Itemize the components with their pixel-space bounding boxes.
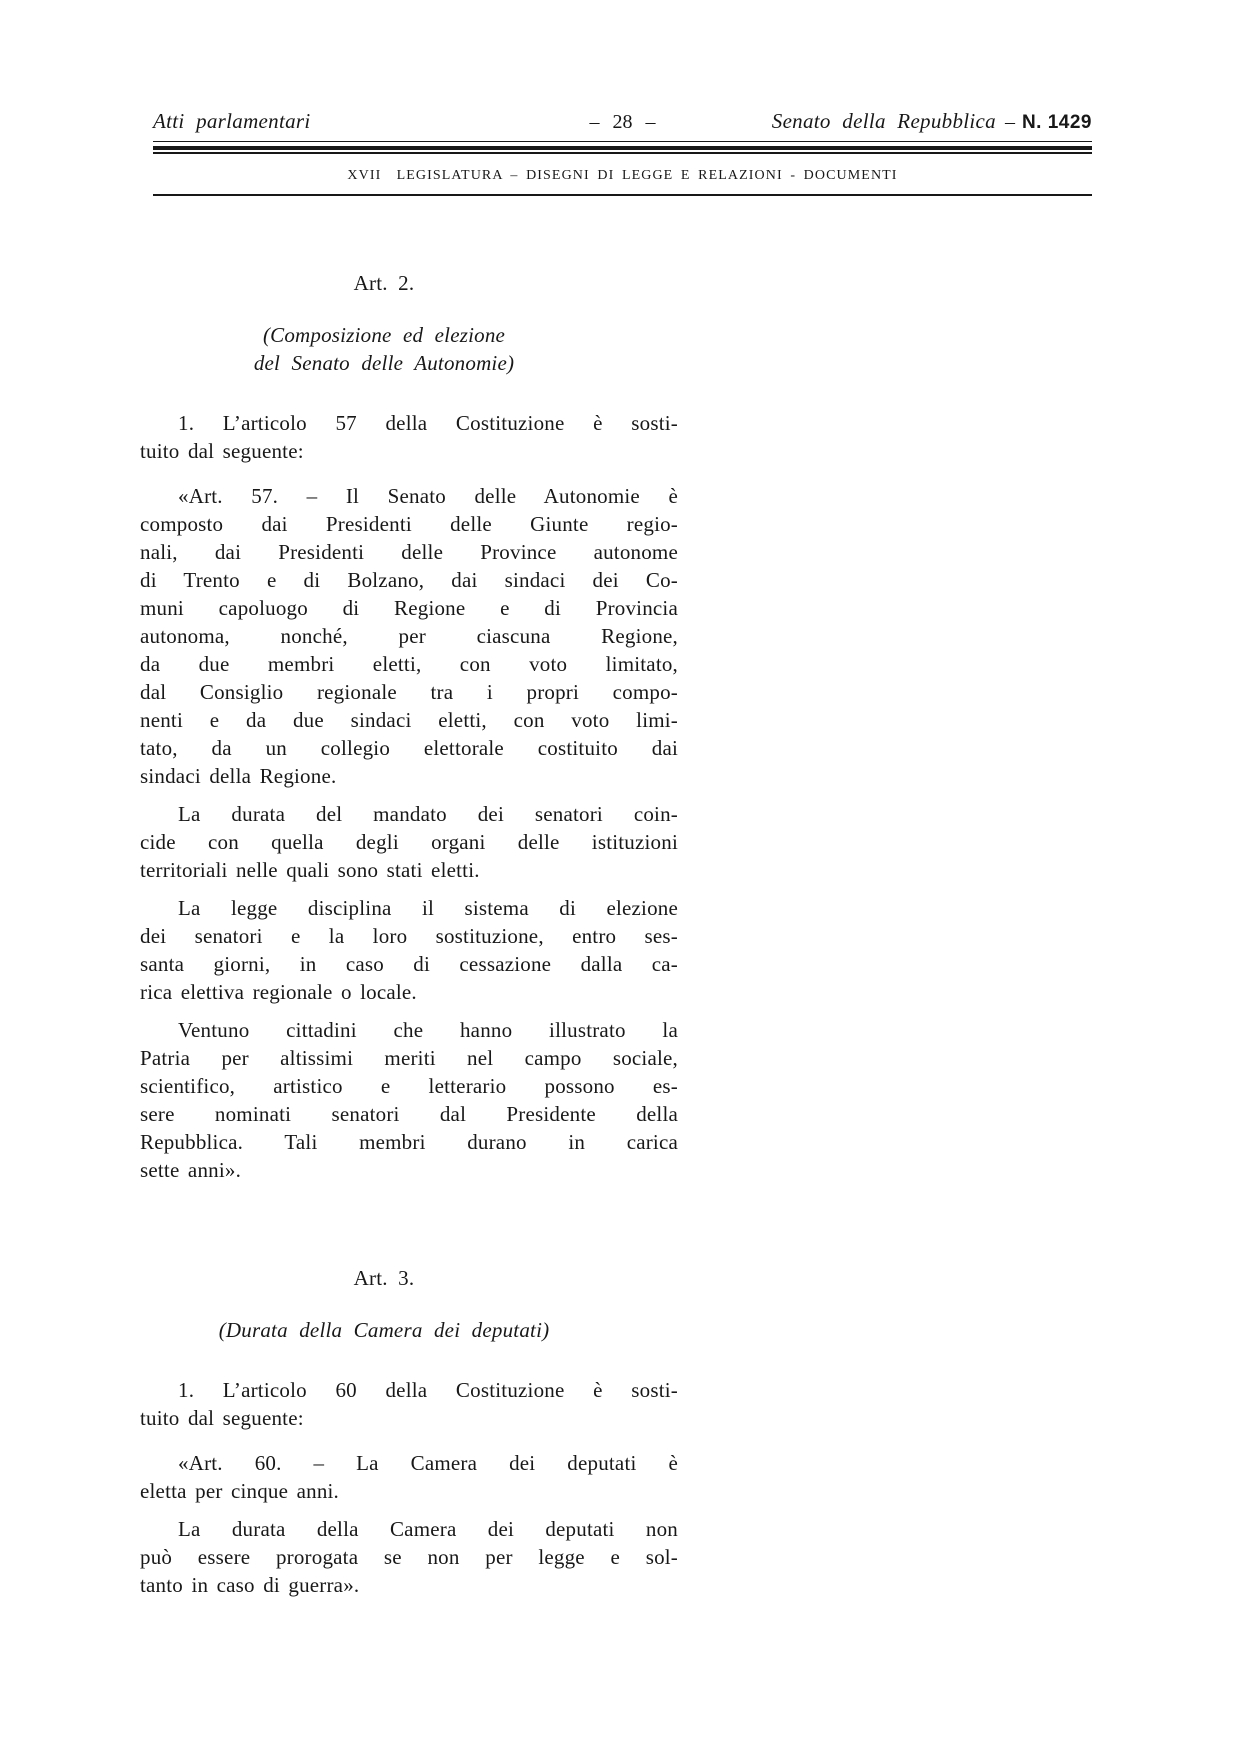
paragraph <box>140 894 678 1006</box>
text-line: Repubblica. Tali membri durano in carica <box>140 1130 678 1154</box>
paragraph <box>140 409 678 465</box>
text-line: La durata della Camera dei deputati non <box>178 1517 678 1541</box>
text-line: sindaci della Regione. <box>140 764 337 788</box>
text-line: Ventuno cittadini che hanno illustrato la <box>178 1018 678 1042</box>
text-line: 1. L’articolo 60 della Costituzione è sosti- <box>178 1378 678 1402</box>
text-line: sere nominati senatori dal Presidente della <box>140 1102 678 1126</box>
header-thin-rule <box>153 152 1092 154</box>
text-line: muni capoluogo di Regione e di Provincia <box>140 596 678 620</box>
text-line: rica elettiva regionale o locale. <box>140 980 417 1004</box>
text-line: eletta per cinque anni. <box>140 1479 340 1503</box>
text-line: di Trento e di Bolzano, dai sindaci dei Co- <box>140 568 678 592</box>
article-heading: Art. 2. <box>353 271 415 295</box>
subtitle-line: (Durata della Camera dei deputati) <box>218 1318 550 1342</box>
text-line: da due membri eletti, con voto limitato, <box>140 652 678 676</box>
header-baseline-rule <box>153 141 1092 142</box>
article <box>140 1264 678 1599</box>
text-line: nali, dai Presidenti delle Province autonome <box>140 540 678 564</box>
text-line: tuito dal seguente: <box>140 439 304 463</box>
text-line: La legge disciplina il sistema di elezione <box>178 896 678 920</box>
text-line: La durata del mandato dei senatori coin- <box>178 802 678 826</box>
text-line: cide con quella degli organi delle istituzioni <box>140 830 678 854</box>
text-line: nenti e da due sindaci eletti, con voto limi- <box>140 708 678 732</box>
text-line: dal Consiglio regionale tra i propri compo- <box>140 680 678 704</box>
text-line: sette anni». <box>140 1158 242 1182</box>
legislature-subheader: XVII LEGISLATURA – DISEGNI DI LEGGE E RELAZIONI - DOCUMENTI <box>347 168 898 183</box>
text-line: 1. L’articolo 57 della Costituzione è sosti- <box>178 411 678 435</box>
text-line: santa giorni, in caso di cessazione dalla ca- <box>140 952 678 976</box>
text-line: composto dai Presidenti delle Giunte regio- <box>140 512 678 536</box>
subtitle-line: del Senato delle Autonomie) <box>253 351 515 375</box>
subtitle-line: (Composizione ed elezione <box>262 323 506 347</box>
text-line: tato, da un collegio elettorale costituito dai <box>140 736 678 760</box>
document-number: N. 1429 <box>1021 112 1092 133</box>
text-line: autonoma, nonché, per ciascuna Regione, <box>140 624 678 648</box>
paragraph <box>140 1376 678 1432</box>
header-row <box>153 108 1092 137</box>
document-body <box>140 189 678 1599</box>
text-line: dei senatori e la loro sostituzione, entro ses- <box>140 924 678 948</box>
text-line: scientifico, artistico e letterario possono es- <box>140 1074 678 1098</box>
article-heading: Art. 3. <box>353 1266 415 1290</box>
article-subtitle <box>140 321 678 377</box>
header-thick-rule <box>153 146 1092 150</box>
paragraph <box>140 482 678 790</box>
page-number: – 28 – <box>589 111 656 133</box>
paragraph <box>140 1515 678 1599</box>
text-line: può essere prorogata se non per legge e sol- <box>140 1545 678 1569</box>
text-line: «Art. 57. – Il Senato delle Autonomie è <box>178 484 678 508</box>
paragraph <box>140 1449 678 1505</box>
paragraph <box>140 1016 678 1184</box>
article-subtitle <box>140 1316 678 1344</box>
text-line: tanto in caso di guerra». <box>140 1573 360 1597</box>
article <box>140 269 678 1184</box>
text-line: tuito dal seguente: <box>140 1406 304 1430</box>
chamber-title: Senato della Repubblica <box>771 109 996 133</box>
header-dash: – <box>1004 111 1015 133</box>
header-right-group <box>656 108 1093 137</box>
text-line: «Art. 60. – La Camera dei deputati è <box>178 1451 678 1475</box>
page-header <box>153 108 1092 196</box>
paragraph <box>140 800 678 884</box>
text-line: Patria per altissimi meriti nel campo sociale, <box>140 1046 678 1070</box>
journal-title: Atti parlamentari <box>153 109 311 133</box>
text-line: territoriali nelle quali sono stati eletti. <box>140 858 480 882</box>
